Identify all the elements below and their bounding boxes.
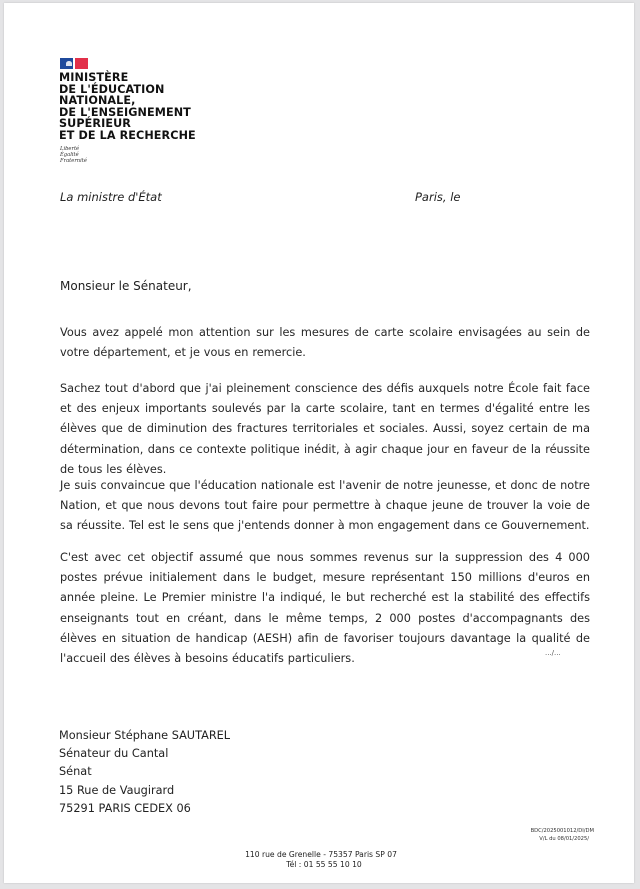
recipient-address <box>59 727 230 818</box>
motto-liberte: Liberté <box>60 146 80 152</box>
place-date: Paris, le <box>415 190 461 204</box>
continuation-mark: .../... <box>545 649 561 657</box>
reference-code: BDC/2025001012/DI/DM <box>530 828 594 834</box>
recipient-city: 75291 PARIS CEDEX 06 <box>59 801 191 815</box>
ministry-name <box>59 72 196 142</box>
reference-block <box>531 827 594 843</box>
recipient-title: Sénateur du Cantal <box>59 747 169 761</box>
recipient-street: 15 Rue de Vaugirard <box>59 783 175 797</box>
paragraph-3: Je suis convaincue que l'éducation nationale est l'avenir de notre jeunesse, et donc de notre Nation, et que nous devons tout faire pour permettre à chaque jeune de trouver la voie de sa réussite. Tel est le sens que j'entends donner à mon engagement dans ce Gouvernement. <box>60 479 590 533</box>
ministry-line: DE L'ENSEIGNEMENT <box>59 105 191 119</box>
ministry-line: ET DE LA RECHERCHE <box>59 128 196 142</box>
recipient-name: Monsieur Stéphane SAUTAREL <box>59 729 231 742</box>
salutation: Monsieur le Sénateur, <box>60 279 192 293</box>
paragraph-1: Vous avez appelé mon attention sur les mesures de carte scolaire envisagées au sein de votre département, et je vous en remercie. <box>60 326 590 360</box>
motto-egalite: Égalité <box>60 152 79 158</box>
flag-red-block <box>75 58 88 69</box>
reference-version: V/L du 08/01/2025/ <box>539 836 589 842</box>
flag-blue-block <box>60 58 73 69</box>
marianne-flag-icon <box>60 58 88 69</box>
motto-fraternite: Fraternité <box>60 158 87 164</box>
signatory-title: La ministre d'État <box>60 190 162 204</box>
recipient-institution: Sénat <box>59 765 92 779</box>
paragraph-2: Sachez tout d'abord que j'ai pleinement conscience des défis auxquels notre École fait face et des enjeux importants soulevés par la carte scolaire, tant en termes d'égalité entre les élèves que de diminution des fractures territoriales et sociales. Aussi, soyez certain de ma détermination, dans ce contexte politique inédit, à agir chaque jour en faveur de la réussite de tous les élèves. <box>60 382 590 476</box>
footer-address: 110 rue de Grenelle - 75357 Paris SP 07 <box>245 850 397 859</box>
paragraph-4: C'est avec cet objectif assumé que nous sommes revenus sur la suppression des 4 000 postes prévue initialement dans le budget, mesure représentant 150 millions d'euros en année pleine. Le Premier ministre l'a indiqué, le but recherché est la stabilité des effectifs enseignants tout en créant, dans le même temps, 2 000 postes d'accompagnants des élèves en situation de handicap (AESH) afin de favoriser toujours davantage la qualité de l'accueil des élèves à besoins éducatifs particuliers. <box>60 551 590 666</box>
republic-motto <box>60 146 87 164</box>
footer-phone: Tél : 01 55 55 10 10 <box>286 860 362 869</box>
ministry-line: DE L'ÉDUCATION <box>59 82 165 96</box>
ministry-line: NATIONALE, <box>59 94 136 108</box>
ministry-line: MINISTÈRE <box>59 71 129 84</box>
footer <box>4 850 640 870</box>
letter-page <box>4 3 634 883</box>
ministry-line: SUPÉRIEUR <box>59 117 132 131</box>
